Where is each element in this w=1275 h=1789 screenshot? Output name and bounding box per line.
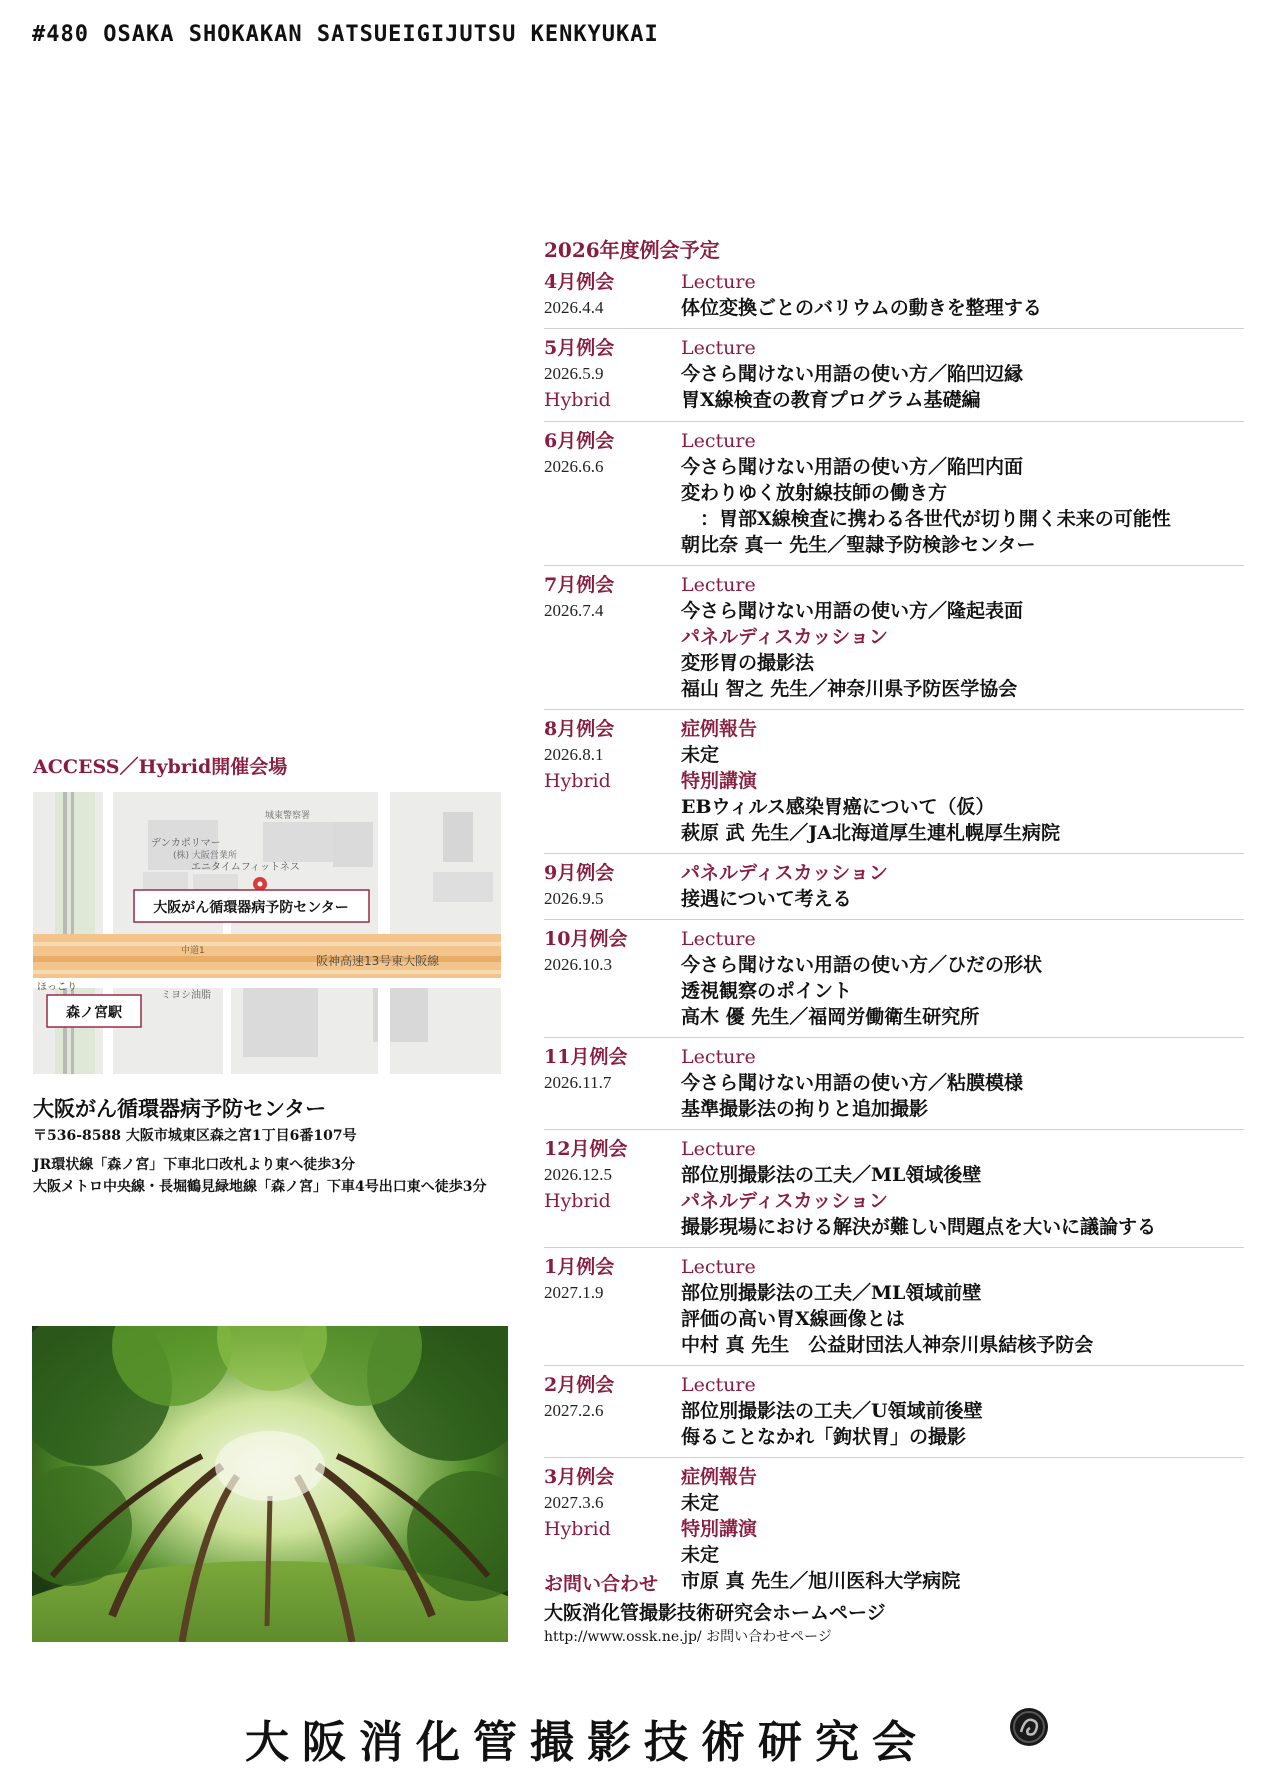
meeting-date: 2026.5.9	[544, 364, 604, 383]
contact-site-name[interactable]: 大阪消化管撮影技術研究会ホームページ	[544, 1602, 886, 1624]
meeting-hybrid-badge: Hybrid	[544, 1518, 611, 1540]
program-line: 萩原 武 先生／JA北海道厚生連札幌厚生病院	[681, 822, 1060, 844]
meeting-meta	[544, 428, 681, 558]
meeting-program	[681, 1044, 1244, 1122]
program-segment-title: Lecture	[681, 430, 756, 452]
meeting-program	[681, 926, 1244, 1030]
meeting-row	[544, 926, 1244, 1038]
map-route-label: 中道1	[181, 946, 205, 956]
meeting-row	[544, 860, 1244, 920]
header-title: #480 OSAKA SHOKAKAN SATSUEIGIJUTSU KENKYUKAI	[32, 22, 659, 47]
meeting-date: 2026.11.7	[544, 1073, 612, 1092]
meeting-date: 2026.10.3	[544, 955, 612, 974]
program-line: 中村 真 先生 公益財団法人神奈川県結核予防会	[681, 1334, 1094, 1356]
meeting-program	[681, 1254, 1244, 1358]
program-line: 今さら聞けない用語の使い方／陥凹辺縁	[681, 363, 1024, 385]
meeting-name: 11月例会	[544, 1046, 628, 1068]
map-poi-2: (株) 大阪営業所	[173, 851, 237, 861]
program-segment-title: パネルディスカッション	[681, 626, 888, 648]
map-poi-5: ミヨシ油脂	[161, 990, 211, 1001]
meeting-hybrid-badge: Hybrid	[544, 770, 611, 792]
program-line: 部位別撮影法の工夫／U領域前後壁	[681, 1400, 983, 1422]
program-line: 侮ることなかれ「鉤状胃」の撮影	[681, 1426, 967, 1448]
meeting-program	[681, 335, 1244, 414]
venue-access-jr: JR環状線「森ノ宮」下車北口改札より東へ徒歩3分	[33, 1157, 355, 1173]
program-segment-title: Lecture	[681, 1374, 756, 1396]
meeting-hybrid-badge: Hybrid	[544, 389, 611, 411]
meeting-row	[544, 716, 1244, 854]
venue-name: 大阪がん循環器病予防センター	[33, 1096, 327, 1121]
program-line: 福山 智之 先生／神奈川県予防医学協会	[681, 678, 1018, 700]
map-poi-4: ほっこり	[37, 982, 77, 993]
meeting-row	[544, 1136, 1244, 1248]
meeting-list	[544, 269, 1244, 1601]
meeting-meta	[544, 335, 681, 414]
meeting-meta	[544, 1372, 681, 1450]
program-segment-title: Lecture	[681, 1046, 756, 1068]
meeting-meta	[544, 716, 681, 846]
program-line: 朝比奈 真一 先生／聖隷予防検診センター	[681, 534, 1036, 556]
program-segment-title: Lecture	[681, 337, 756, 359]
program-line: 今さら聞けない用語の使い方／ひだの形状	[681, 954, 1043, 976]
meeting-meta	[544, 1044, 681, 1122]
meeting-date: 2026.12.5	[544, 1165, 612, 1184]
program-line: 評価の高い胃X線画像とは	[681, 1308, 905, 1330]
venue-address: 〒536-8588 大阪市城東区森之宮1丁目6番107号	[33, 1128, 357, 1144]
meeting-meta	[544, 572, 681, 702]
meeting-program	[681, 572, 1244, 702]
meeting-program	[681, 428, 1244, 558]
contact-title: お問い合わせ	[544, 1573, 659, 1595]
meeting-name: 5月例会	[544, 337, 615, 359]
program-line: 今さら聞けない用語の使い方／隆起表面	[681, 600, 1024, 622]
meeting-program	[681, 269, 1244, 321]
program-segment-title: 特別講演	[681, 1518, 758, 1540]
org-logo-icon	[1008, 1706, 1050, 1748]
program-segment-title: 特別講演	[681, 770, 758, 792]
meeting-program	[681, 716, 1244, 846]
meeting-program	[681, 1464, 1244, 1594]
program-line: 変形胃の撮影法	[681, 652, 815, 674]
program-segment-title: Lecture	[681, 1138, 756, 1160]
program-line: 未定	[681, 1492, 720, 1514]
map-poi-3: エニタイムフィットネス	[191, 862, 300, 873]
program-line: 基準撮影法の拘りと追加撮影	[681, 1098, 929, 1120]
meeting-meta	[544, 269, 681, 321]
meeting-meta	[544, 860, 681, 912]
meeting-row	[544, 269, 1244, 329]
program-line: 未定	[681, 744, 720, 766]
program-line: 撮影現場における解決が難しい問題点を大いに議論する	[681, 1216, 1157, 1238]
meeting-row	[544, 428, 1244, 566]
meeting-row	[544, 335, 1244, 422]
meeting-row	[544, 1254, 1244, 1366]
meeting-meta	[544, 926, 681, 1030]
meeting-hybrid-badge: Hybrid	[544, 1190, 611, 1212]
meeting-date: 2026.9.5	[544, 889, 604, 908]
program-segment-title: 症例報告	[681, 1466, 758, 1488]
access-map	[33, 792, 501, 1074]
venue-access-metro: 大阪メトロ中央線・長堀鶴見緑地線「森ノ宮」下車4号出口東へ徒歩3分	[33, 1179, 487, 1195]
meeting-program	[681, 1372, 1244, 1450]
meeting-name: 4月例会	[544, 271, 615, 293]
map-poi-1: デンカポリマー	[151, 838, 221, 849]
program-line: 変わりゆく放射線技師の働き方	[681, 482, 948, 504]
program-line: EBウィルス感染胃癌について（仮）	[681, 796, 995, 818]
meeting-row	[544, 1372, 1244, 1458]
meeting-program	[681, 860, 1244, 912]
meeting-name: 2月例会	[544, 1374, 615, 1396]
program-line: 高木 優 先生／福岡労働衛生研究所	[681, 1006, 980, 1028]
meeting-date: 2027.3.6	[544, 1493, 604, 1512]
program-line: 部位別撮影法の工夫／ML領域前壁	[681, 1282, 982, 1304]
schedule-title: 2026年度例会予定	[544, 238, 720, 262]
program-segment-title: Lecture	[681, 271, 756, 293]
program-segment-title: パネルディスカッション	[681, 1190, 888, 1212]
program-segment-title: パネルディスカッション	[681, 862, 888, 884]
program-line: 透視観察のポイント	[681, 980, 853, 1002]
contact-url-link[interactable]: http://www.ossk.ne.jp/ お問い合わせページ	[544, 1629, 832, 1645]
meeting-name: 6月例会	[544, 430, 615, 452]
program-line: 部位別撮影法の工夫／ML領域後壁	[681, 1164, 982, 1186]
meeting-program	[681, 1136, 1244, 1240]
map-poi-6: 城東警察署	[265, 811, 311, 821]
meeting-date: 2027.2.6	[544, 1401, 604, 1420]
program-line: ：胃部X線検査に携わる各世代が切り開く未来の可能性	[681, 508, 1171, 530]
program-line: 体位変換ごとのバリウムの動きを整理する	[681, 297, 1042, 319]
footer-org-name: 大阪消化管撮影技術研究会	[245, 1717, 929, 1768]
map-road-label: 阪神高速13号東大阪線	[316, 954, 440, 968]
program-segment-title: Lecture	[681, 1256, 756, 1278]
program-line: 未定	[681, 1544, 720, 1566]
program-line: 今さら聞けない用語の使い方／粘膜模様	[681, 1072, 1024, 1094]
map-station-label: 森ノ宮駅	[66, 1005, 122, 1021]
program-segment-title: Lecture	[681, 574, 756, 596]
meeting-meta	[544, 1254, 681, 1358]
meeting-name: 9月例会	[544, 862, 615, 884]
meeting-name: 3月例会	[544, 1466, 615, 1488]
access-title: ACCESS／Hybrid開催会場	[33, 756, 288, 778]
meeting-name: 8月例会	[544, 718, 615, 740]
program-line: 今さら聞けない用語の使い方／陥凹内面	[681, 456, 1024, 478]
program-line: 接遇について考える	[681, 888, 852, 910]
forest-photo	[32, 1326, 508, 1642]
meeting-date: 2026.8.1	[544, 745, 604, 764]
meeting-date: 2026.6.6	[544, 457, 604, 476]
schedule-section	[544, 234, 1244, 1607]
meeting-date: 2026.4.4	[544, 298, 604, 317]
map-venue-label: 大阪がん循環器病予防センター	[153, 900, 349, 916]
meeting-name: 10月例会	[544, 928, 628, 950]
meeting-name: 1月例会	[544, 1256, 615, 1278]
meeting-date: 2027.1.9	[544, 1283, 604, 1302]
meeting-meta	[544, 1136, 681, 1240]
program-line: 胃X線検査の教育プログラム基礎編	[681, 389, 981, 411]
program-segment-title: Lecture	[681, 928, 756, 950]
meeting-date: 2026.7.4	[544, 601, 604, 620]
meeting-name: 12月例会	[544, 1138, 628, 1160]
program-line: 市原 真 先生／旭川医科大学病院	[681, 1570, 961, 1592]
meeting-row	[544, 572, 1244, 710]
meeting-row	[544, 1044, 1244, 1130]
meeting-name: 7月例会	[544, 574, 615, 596]
program-segment-title: 症例報告	[681, 718, 758, 740]
